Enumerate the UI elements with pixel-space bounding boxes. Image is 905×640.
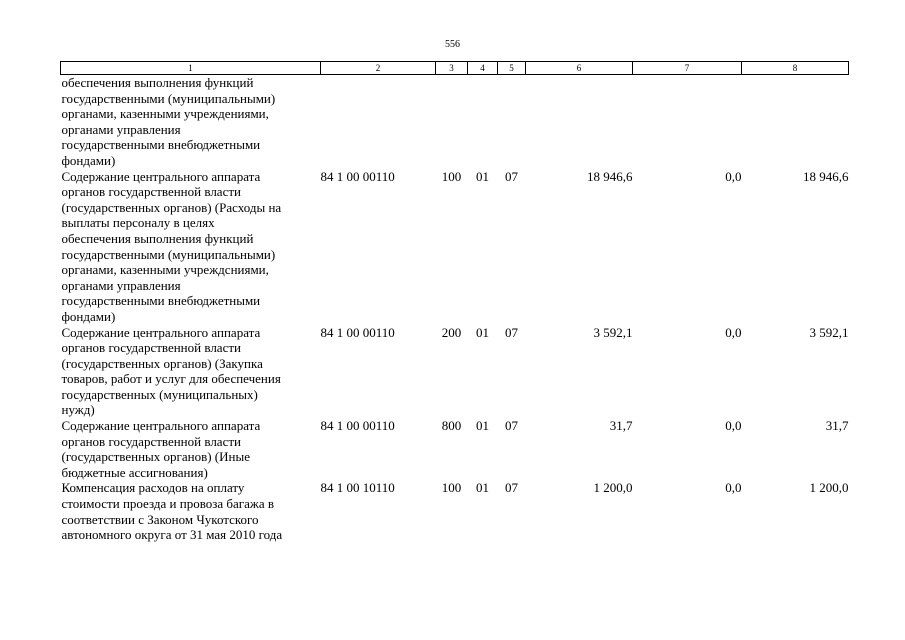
amount-col6 bbox=[526, 75, 633, 169]
target-article-code: 84 1 00 00110 bbox=[320, 168, 395, 184]
table-row bbox=[61, 75, 849, 169]
section-code: 01 bbox=[476, 480, 489, 496]
table-row bbox=[61, 169, 849, 325]
section-code: 01 bbox=[476, 418, 489, 434]
budget-table bbox=[60, 61, 849, 543]
page-number: 556 bbox=[445, 39, 460, 50]
amount-col7: 0,0 bbox=[725, 168, 742, 184]
amount-col8 bbox=[742, 75, 849, 169]
target-article-code: 84 1 00 00110 bbox=[320, 324, 395, 340]
column-header-3: 3 bbox=[436, 62, 468, 75]
column-header-7: 7 bbox=[633, 62, 742, 75]
amount-col8: 18 946,6 bbox=[803, 168, 849, 184]
section-code bbox=[468, 75, 498, 169]
subsection-code: 07 bbox=[505, 324, 518, 340]
expense-type-code: 100 bbox=[441, 168, 462, 184]
amount-col7: 0,0 bbox=[725, 480, 742, 496]
target-article-code bbox=[321, 75, 436, 169]
column-header-2: 2 bbox=[321, 62, 436, 75]
table-row bbox=[61, 480, 849, 542]
expense-name: Содержание центрального аппарата органов государственной власти (государственных органов) (Иные бюджетные ассигнования) bbox=[61, 418, 261, 480]
column-header-1: 1 bbox=[61, 62, 321, 75]
subsection-code: 07 bbox=[505, 418, 518, 434]
column-header-4: 4 bbox=[468, 62, 498, 75]
amount-col6: 31,7 bbox=[609, 418, 633, 434]
expense-type-code bbox=[436, 75, 468, 169]
section-code: 01 bbox=[476, 168, 489, 184]
amount-col6: 1 200,0 bbox=[593, 480, 633, 496]
amount-col8: 31,7 bbox=[825, 418, 849, 434]
column-header-6: 6 bbox=[526, 62, 633, 75]
column-number-header-row bbox=[61, 62, 849, 75]
expense-type-code: 800 bbox=[441, 418, 462, 434]
expense-name: обеспечения выполнения функций государственными (муниципальными) органами, казенными учреждениями, органами управления государственными внебюджетными фондами) bbox=[61, 75, 276, 168]
amount-col7: 0,0 bbox=[725, 418, 742, 434]
column-header-5: 5 bbox=[498, 62, 526, 75]
amount-col7 bbox=[633, 75, 742, 169]
amount-col8: 3 592,1 bbox=[809, 324, 849, 340]
subsection-code bbox=[498, 75, 526, 169]
table-row bbox=[61, 418, 849, 480]
subsection-code: 07 bbox=[505, 480, 518, 496]
expense-type-code: 200 bbox=[441, 324, 462, 340]
amount-col6: 3 592,1 bbox=[593, 324, 633, 340]
amount-col6: 18 946,6 bbox=[587, 168, 633, 184]
expense-name: Содержание центрального аппарата органов государственной власти (государственных органов) (Закупка товаров, работ и услуг для обеспечения государственных (муниципальных) нужд) bbox=[61, 324, 281, 418]
expense-name: Компенсация расходов на оплату стоимости проезда и провоза багажа в соответствии с Законом Чукотского автономного округа от 31 мая 2010 года bbox=[61, 480, 283, 543]
target-article-code: 84 1 00 10110 bbox=[320, 480, 395, 496]
amount-col8: 1 200,0 bbox=[809, 480, 849, 496]
expense-name: Содержание центрального аппарата органов государственной власти (государственных органов) (Расходы на выплаты персоналу в целях обеспечения выполнения функций государственными (муниципальными) органами, казенными учреждсниями, органами управления государственными внебюджетными фондами) bbox=[61, 168, 282, 324]
amount-col7: 0,0 bbox=[725, 324, 742, 340]
subsection-code: 07 bbox=[505, 168, 518, 184]
expense-type-code: 100 bbox=[441, 480, 462, 496]
target-article-code: 84 1 00 00110 bbox=[320, 418, 395, 434]
section-code: 01 bbox=[476, 324, 489, 340]
table-row bbox=[61, 325, 849, 419]
column-header-8: 8 bbox=[742, 62, 849, 75]
